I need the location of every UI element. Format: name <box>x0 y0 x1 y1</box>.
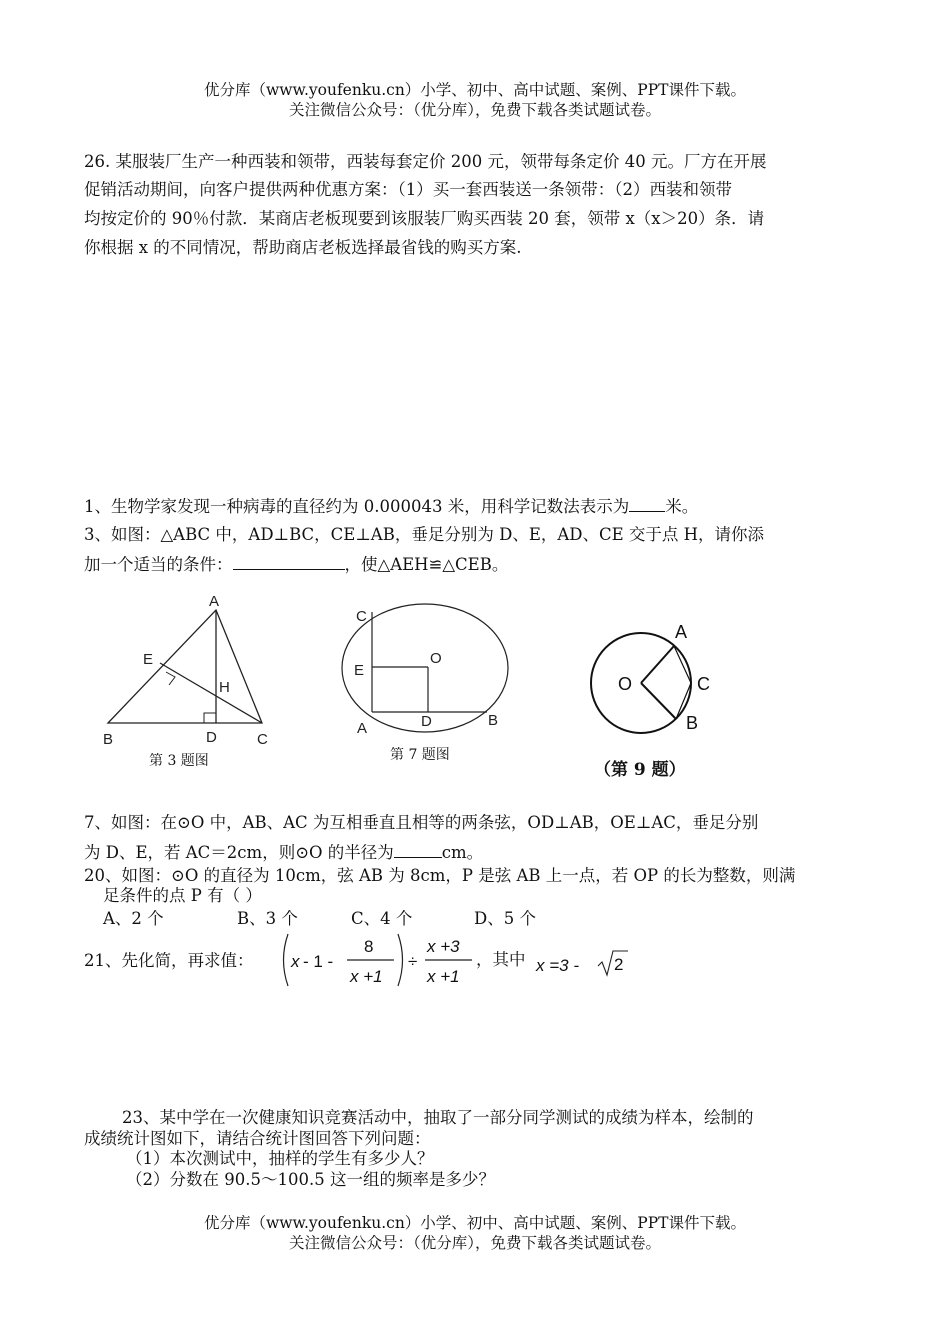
fig3-caption: 第 3 题图 <box>149 753 209 769</box>
fig9-label-a: A <box>675 622 688 642</box>
q23-line-1: 23、某中学在一次健康知识竞赛活动中，抽取了一部分同学测试的成绩为样本，绘制的 <box>122 1108 754 1127</box>
q20-option-b: B、3 个 <box>237 909 298 928</box>
q26-line-1: 26. 某服装厂生产一种西装和领带，西装每套定价 200 元，领带每条定价 40 元。厂方在开展 <box>84 152 767 171</box>
question-1 <box>84 496 698 517</box>
header-line-1: 优分库（www.youfenku.cn）小学、初中、高中试题、案例、PPT课件下载。 <box>203 81 747 99</box>
fig7-caption: 第 7 题图 <box>390 747 450 763</box>
figure-3-triangle <box>100 590 290 750</box>
right-angle-e <box>166 672 175 685</box>
q23-sub-2: （2）分数在 90.5～100.5 这一组的频率是多少？ <box>126 1170 495 1189</box>
q1-unit: 米。 <box>665 497 699 516</box>
q1-text: 1、生物学家发现一种病毒的直径约为 0.000043 米，用科学记数法表示为 <box>84 497 630 516</box>
fig7-label-e: E <box>354 662 365 679</box>
q7-line-2 <box>84 842 483 863</box>
q20-line-1: 20、如图：⊙O 的直径为 10cm，弦 AB 为 8cm，P 是弦 AB 上一点，若 OP 的长为整数，则满 <box>84 866 796 885</box>
paren-right <box>398 934 403 986</box>
fig3-label-e: E <box>143 651 154 668</box>
sqrt-sign <box>598 951 628 975</box>
q26-line-2: 促销活动期间，向客户提供两种优惠方案：（1）买一套西装送一条领带：（2）西装和领带 <box>84 180 732 199</box>
q21-divide: ÷ <box>408 952 418 971</box>
q3-answer-blank <box>233 554 345 570</box>
q21-mid: ，其中 <box>476 951 526 969</box>
fig3-label-a: A <box>209 593 220 610</box>
q21-numerator-2: x +3 <box>427 937 460 956</box>
q3-line-2-suffix: ，使△AEH≌△CEB。 <box>344 555 509 574</box>
footer-line-1: 优分库（www.youfenku.cn）小学、初中、高中试题、案例、PPT课件下载。 <box>203 1214 747 1232</box>
q3-line-2 <box>84 554 508 575</box>
q3-line-2-prefix: 加一个适当的条件： <box>84 555 233 574</box>
fig7-label-c: C <box>356 608 367 625</box>
q7-line-1: 7、如图：在⊙O 中，AB、AC 为互相垂直且相等的两条弦，OD⊥AB，OE⊥AC，垂足分别 <box>84 813 759 832</box>
altitude-ce <box>160 663 262 723</box>
fig7-label-b: B <box>488 712 499 729</box>
q7-answer-blank <box>394 842 442 858</box>
figure-9-circle <box>580 615 720 735</box>
figure-7-circle <box>350 600 515 740</box>
fig9-label-o: O <box>618 674 633 694</box>
triangle-abc <box>108 610 262 723</box>
q26-line-4: 你根据 x 的不同情况，帮助商店老板选择最省钱的购买方案. <box>84 238 522 257</box>
q20-line-2: 足条件的点 P 有（ ） <box>103 886 262 905</box>
footer-line-2: 关注微信公众号：（优分库），免费下载各类试题试卷。 <box>288 1234 661 1252</box>
q21-condition: x =3 - <box>536 956 579 975</box>
q21-minus-one: - 1 - <box>303 952 334 971</box>
q21-denominator-1: x +1 <box>350 967 383 986</box>
q21-numerator-8: 8 <box>364 937 374 956</box>
q21-formula <box>276 928 636 992</box>
q7-line-2-prefix: 为 D、E，若 AC＝2cm，则⊙O 的半径为 <box>84 843 394 862</box>
fig3-label-c: C <box>257 731 268 748</box>
q20-option-c: C、4 个 <box>351 909 413 928</box>
radius-oa <box>641 646 674 683</box>
paren-left <box>284 934 289 986</box>
q21-root: 2 <box>614 955 624 974</box>
q7-line-2-suffix: cm。 <box>441 843 484 862</box>
q23-sub-1: （1）本次测试中，抽样的学生有多少人？ <box>126 1149 434 1168</box>
q3-line-1: 3、如图：△ABC 中，AD⊥BC，CE⊥AB，垂足分别为 D、E，AD、CE 交于点 H，请你添 <box>84 525 765 544</box>
fig9-label-c: C <box>697 674 710 694</box>
q23-line-2: 成绩统计图如下，请结合统计图回答下列问题： <box>84 1129 431 1148</box>
q21-denominator-2: x +1 <box>427 967 460 986</box>
q20-option-d: D、5 个 <box>474 909 536 928</box>
fig3-label-h: H <box>219 679 230 696</box>
q26-line-3: 均按定价的 90％付款．某商店老板现要到该服装厂购买西装 20 套，领带 x（x＞20）条．请 <box>84 209 765 228</box>
header-line-2: 关注微信公众号：（优分库），免费下载各类试题试卷。 <box>288 101 661 119</box>
fig7-label-a: A <box>357 720 368 737</box>
q21-x: x <box>291 952 300 971</box>
fig7-label-o: O <box>430 650 442 667</box>
fig3-label-b: B <box>103 731 114 748</box>
q21-prefix: 21、先化简，再求值： <box>84 951 254 970</box>
radius-ob <box>641 683 676 719</box>
fig7-label-d: D <box>421 713 432 730</box>
fig9-label-b: B <box>686 713 699 733</box>
q1-answer-blank <box>629 496 665 512</box>
right-angle-d <box>204 713 216 723</box>
fig3-label-d: D <box>206 729 217 746</box>
fig9-caption: （第 9 题） <box>594 760 686 780</box>
q20-option-a: A、2 个 <box>103 909 164 928</box>
